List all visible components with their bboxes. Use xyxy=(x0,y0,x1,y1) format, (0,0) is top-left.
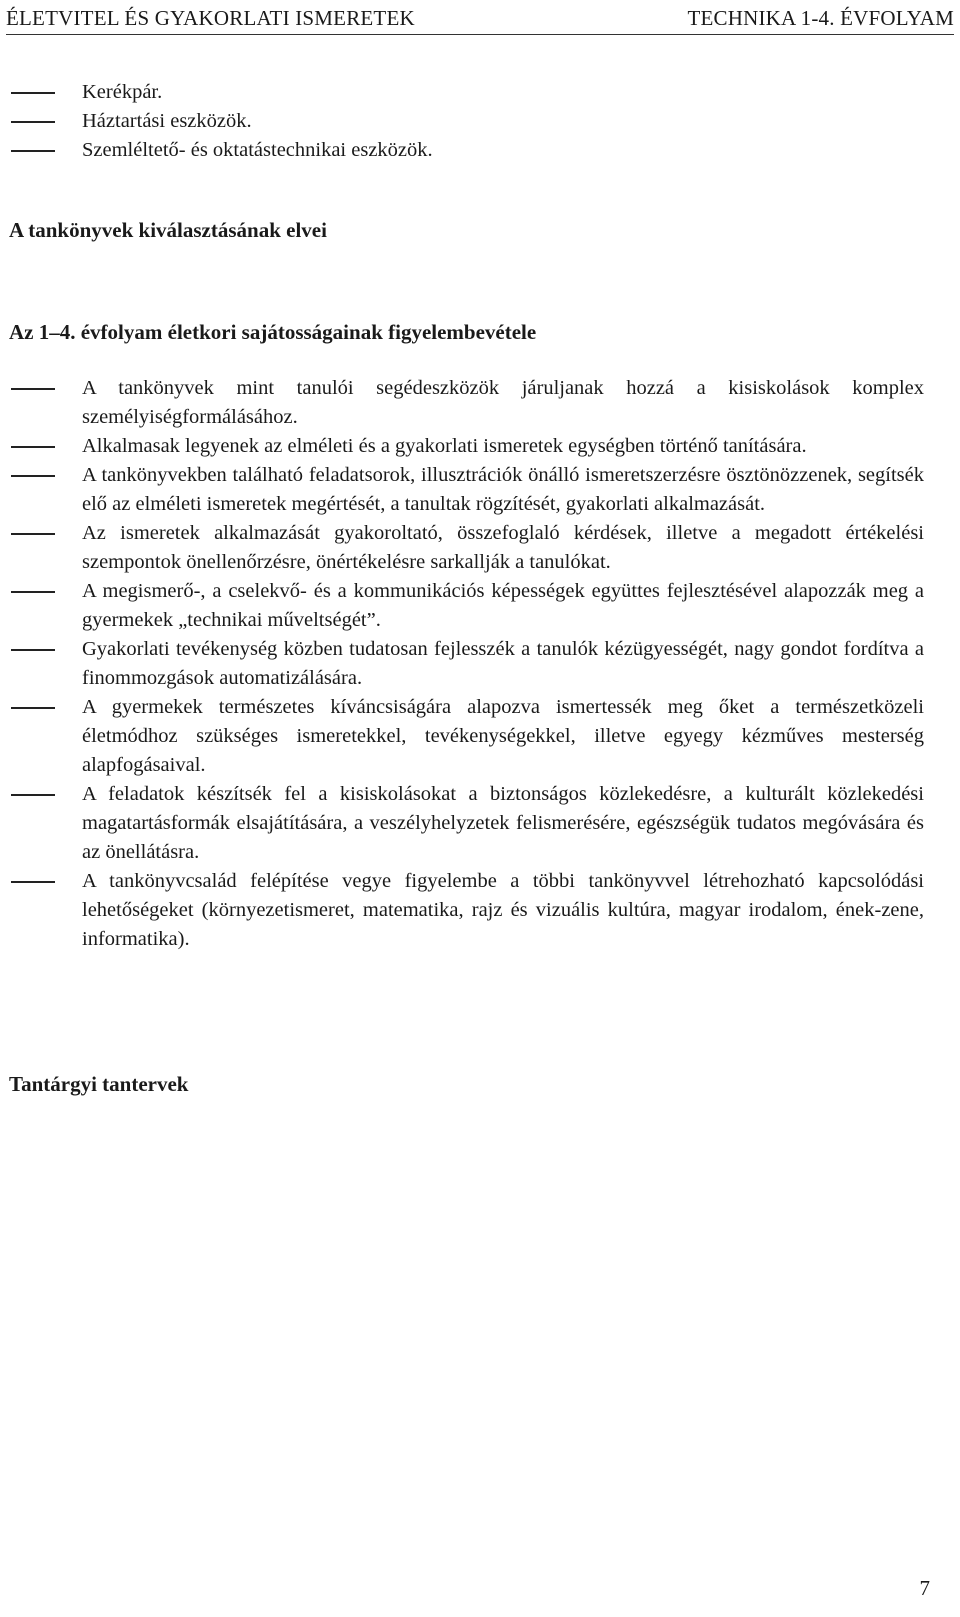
list-item-text: Gyakorlati tevékenység közben tudatosan fejlesszék a tanulók kézügyességét, nagy gondot fordítva a finommozgások automatizálására. xyxy=(82,638,924,689)
dash-bullet xyxy=(11,388,55,390)
header-grade: TECHNIKA 1-4. ÉVFOLYAM xyxy=(687,6,954,30)
list-item xyxy=(9,635,924,693)
subsection-heading-age-characteristics: Az 1–4. évfolyam életkori sajátosságainak figyelembevétele xyxy=(9,320,537,344)
dash-bullet xyxy=(11,446,55,448)
section-heading-curricula: Tantárgyi tantervek xyxy=(9,1072,189,1096)
list-item-text: A tankönyvekben található feladatsorok, illusztrációk önálló ismeretszerzésre ösztönözzenek, segítsék elő az elméleti ismeretek megértését, a tanultak rögzítését, gyakorlati alkalmazását. xyxy=(82,464,924,515)
list-item xyxy=(9,461,924,519)
dash-bullet xyxy=(11,533,55,535)
list-item xyxy=(9,693,924,780)
list-item-text: A tankönyvcsalád felépítése vegye figyelembe a többi tankönyvvel létrehozható kapcsolódási lehetőségeket (környezetismeret, matematika, rajz és vizuális kultúra, magyar irodalom, ének-zene, informatika). xyxy=(82,870,924,950)
dash-bullet xyxy=(11,475,55,477)
list-item-text: A gyermekek természetes kíváncsiságára alapozva ismertessék meg őket a természetközeli életmódhoz szükséges ismeretekkel, tevékenységekkel, illetve egyegy kézműves mesterség alapfogásaival. xyxy=(82,696,924,776)
list-item xyxy=(9,867,924,954)
list-item-text: A tankönyvek mint tanulói segédeszközök járuljanak hozzá a kisiskolások komplex személyiségformálásához. xyxy=(82,377,924,428)
list-item xyxy=(9,136,924,165)
list-item xyxy=(9,78,924,107)
list-item xyxy=(9,107,924,136)
list-item xyxy=(9,780,924,867)
principles-list xyxy=(9,374,924,954)
dash-bullet xyxy=(11,794,55,796)
header-subject: ÉLETVITEL ÉS GYAKORLATI ISMERETEK xyxy=(6,6,415,30)
equipment-list xyxy=(9,78,924,165)
list-item xyxy=(9,432,924,461)
list-item xyxy=(9,519,924,577)
dash-bullet xyxy=(11,150,55,152)
page-header xyxy=(6,4,954,35)
section-heading-textbook-selection: A tankönyvek kiválasztásának elvei xyxy=(9,218,327,242)
page-number: 7 xyxy=(919,1576,930,1600)
list-item-text: Az ismeretek alkalmazását gyakoroltató, összefoglaló kérdések, illetve a megadott értékelési szempontok önellenőrzésre, önértékelésre sarkallják a tanulókat. xyxy=(82,522,924,573)
list-item-text: Kerékpár. xyxy=(82,81,163,103)
list-item-text: A feladatok készítsék fel a kisiskolásokat a biztonságos közlekedésre, a kulturált közlekedési magatartásformák elsajátítására, a veszélyhelyzetek felismerésére, egészségük tudatos megóvására és az önellátásra. xyxy=(82,783,924,863)
list-item xyxy=(9,374,924,432)
list-item-text: Alkalmasak legyenek az elméleti és a gyakorlati ismeretek egységben történő tanítására. xyxy=(82,435,807,457)
dash-bullet xyxy=(11,707,55,709)
dash-bullet xyxy=(11,591,55,593)
dash-bullet xyxy=(11,649,55,651)
dash-bullet xyxy=(11,92,55,94)
list-item-text: Háztartási eszközök. xyxy=(82,110,252,132)
list-item-text: Szemléltető- és oktatástechnikai eszközök. xyxy=(82,139,433,161)
dash-bullet xyxy=(11,881,55,883)
list-item xyxy=(9,577,924,635)
dash-bullet xyxy=(11,121,55,123)
list-item-text: A megismerő-, a cselekvő- és a kommunikációs képességek együttes fejlesztésével alapozzák meg a gyermekek „technikai műveltségét”. xyxy=(82,580,924,631)
